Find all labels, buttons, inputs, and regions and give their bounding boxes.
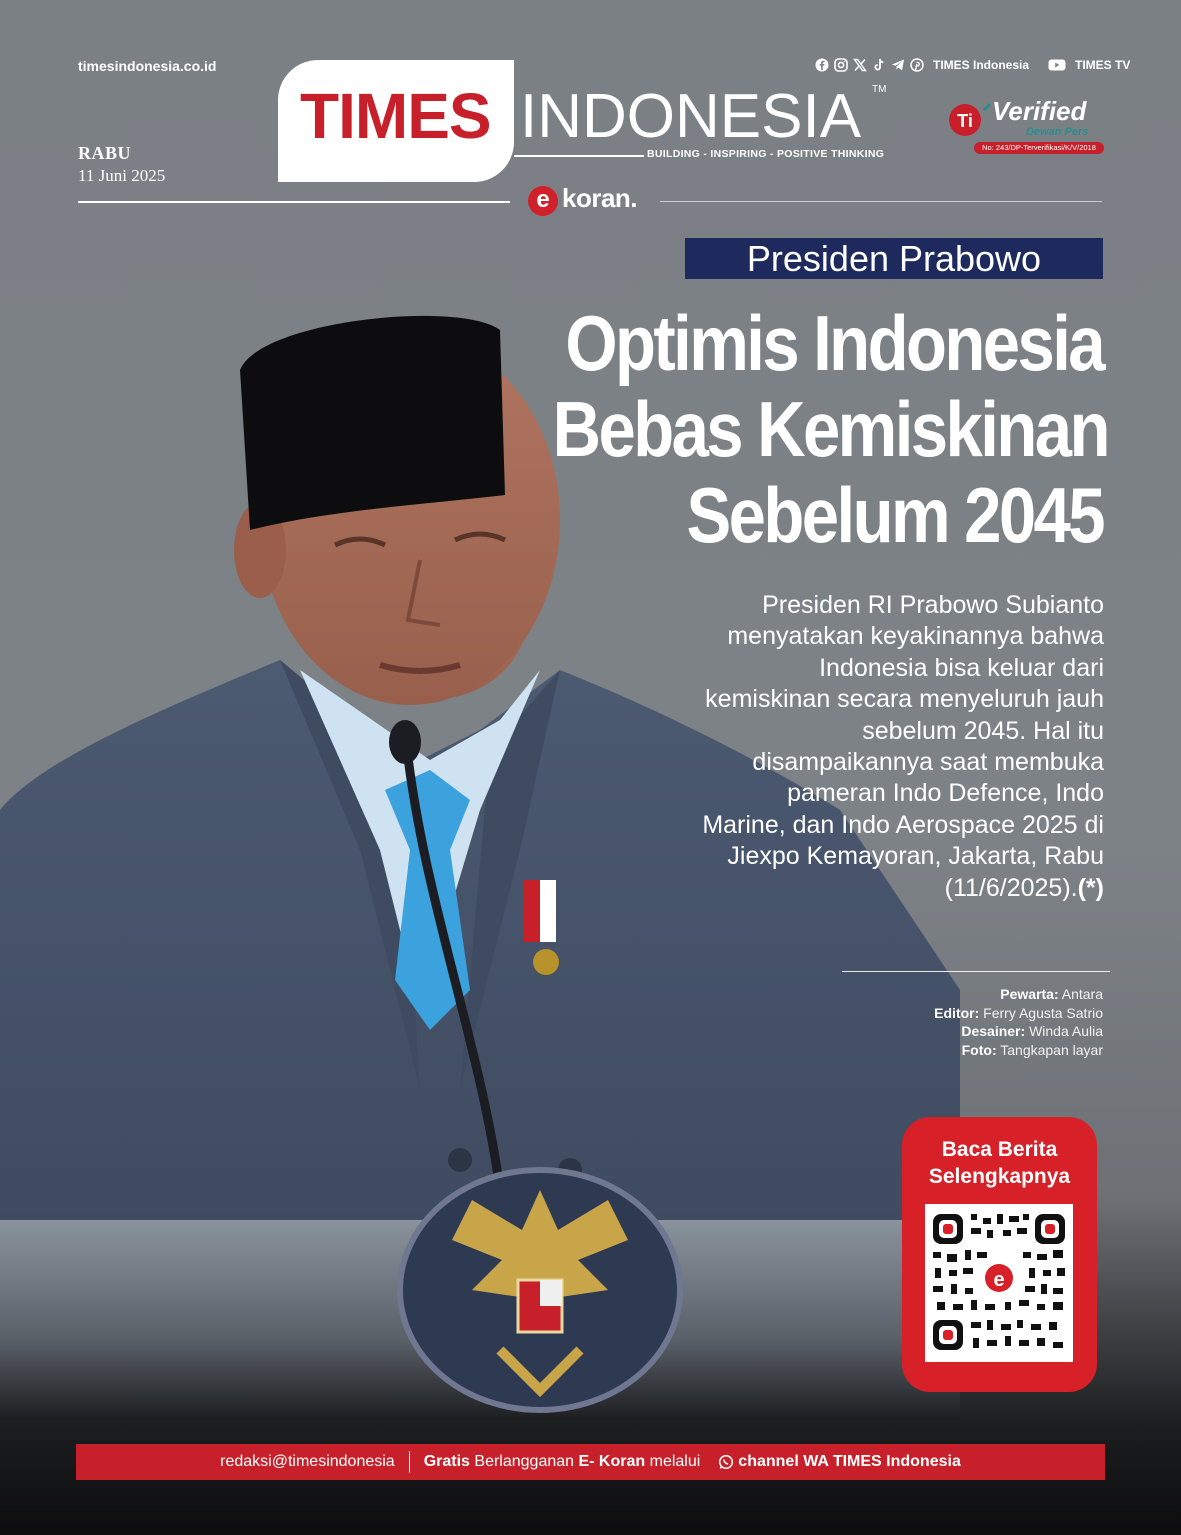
verified-label: Verified — [992, 96, 1087, 126]
credits-divider — [842, 971, 1110, 972]
qr-code-icon[interactable] — [925, 1204, 1073, 1362]
headline-line: Sebelum 2045 — [686, 471, 1103, 559]
site-url[interactable]: timesindonesia.co.id — [78, 58, 217, 74]
credit-value: Winda Aulia — [1029, 1023, 1103, 1039]
credit-label: Pewarta: — [1000, 986, 1059, 1002]
credit-label: Foto: — [961, 1041, 997, 1058]
svg-text:Ti: Ti — [957, 111, 973, 131]
headline-line: Bebas Kemiskinan — [552, 385, 1108, 473]
qr-title-line: Baca Berita — [941, 1138, 1058, 1161]
story-body-suffix: (*) — [1077, 873, 1104, 902]
footer-email[interactable]: redaksi@timesindonesia — [220, 1453, 395, 1470]
qr-title-line: Selengkapnya — [928, 1165, 1071, 1188]
footer-channel-link[interactable] — [718, 1453, 961, 1471]
social-handle[interactable]: TIMES Indonesia — [933, 58, 1030, 72]
logo-divider — [514, 155, 644, 157]
svg-text:e: e — [993, 1269, 1005, 1291]
facebook-icon[interactable] — [815, 58, 829, 72]
issue-day: RABU — [78, 143, 132, 163]
story-credits — [803, 985, 1103, 1059]
credit-value: Tangkapan layar — [1000, 1041, 1103, 1058]
qr-title[interactable] — [902, 1136, 1097, 1190]
footer-divider — [409, 1451, 410, 1473]
logo-tagline: BUILDING - INSPIRING - POSITIVE THINKING — [647, 148, 885, 160]
logo-indonesia: INDONESIA — [520, 82, 862, 151]
masthead-rule-left — [78, 201, 510, 203]
credit-line — [803, 1041, 1103, 1060]
credit-label: Desainer: — [961, 1023, 1026, 1039]
whatsapp-icon — [718, 1454, 734, 1470]
credit-label: Editor: — [934, 1004, 980, 1021]
footer-gratis: Gratis — [423, 1453, 470, 1470]
footer-channel: channel WA TIMES Indonesia — [738, 1453, 961, 1470]
footer-ekoran: E- Koran — [578, 1453, 646, 1470]
footer-melalui: melalui — [649, 1453, 701, 1470]
credit-line — [803, 985, 1103, 1004]
ekoran-label: koran. — [562, 183, 638, 213]
tv-handle[interactable]: TIMES TV — [1075, 58, 1131, 72]
masthead-rule-right — [660, 201, 1102, 202]
verified-number: No: 243/DP-Terverifikasi/K/V/2018 — [974, 142, 1104, 154]
logo-times: TIMES — [300, 80, 491, 152]
story-headline — [552, 299, 1108, 559]
credit-value: Ferry Agusta Satrio — [983, 1004, 1103, 1021]
issue-date: 11 Juni 2025 — [78, 166, 166, 185]
x-twitter-icon[interactable] — [853, 58, 867, 72]
pinterest-icon[interactable] — [910, 58, 924, 72]
footer-bar — [76, 1444, 1105, 1480]
verified-sub: Dewan Pers — [1026, 126, 1089, 138]
instagram-icon[interactable] — [834, 58, 848, 72]
story-body — [700, 590, 1104, 904]
footer-berlangganan: Berlangganan — [474, 1453, 575, 1470]
credit-line — [803, 1022, 1103, 1041]
ekoran-e-icon: e — [528, 186, 558, 216]
logo-trademark: TM — [872, 84, 887, 95]
credit-value: Antara — [1061, 986, 1103, 1002]
tiktok-icon[interactable] — [872, 58, 886, 72]
story-kicker: Presiden Prabowo — [685, 238, 1103, 279]
footer-subscribe — [424, 1453, 701, 1471]
headline-line: Optimis Indonesia — [565, 299, 1103, 387]
telegram-icon[interactable] — [891, 58, 905, 72]
social-bar — [815, 58, 1130, 72]
youtube-icon[interactable] — [1048, 58, 1066, 72]
credit-line — [803, 1004, 1103, 1023]
story-body-text: Presiden RI Prabowo Subianto menyatakan keyakinannya bahwa Indonesia bisa keluar dari kemiskinan secara menyeluruh jauh sebelum 2045. Hal itu disampaikannya saat membuka pameran Indo Defence, Indo Marine, dan Indo Aerospace 2025 di Jiexpo Kemayoran, Jakarta, Rabu (11/6/2025). — [702, 591, 1104, 902]
